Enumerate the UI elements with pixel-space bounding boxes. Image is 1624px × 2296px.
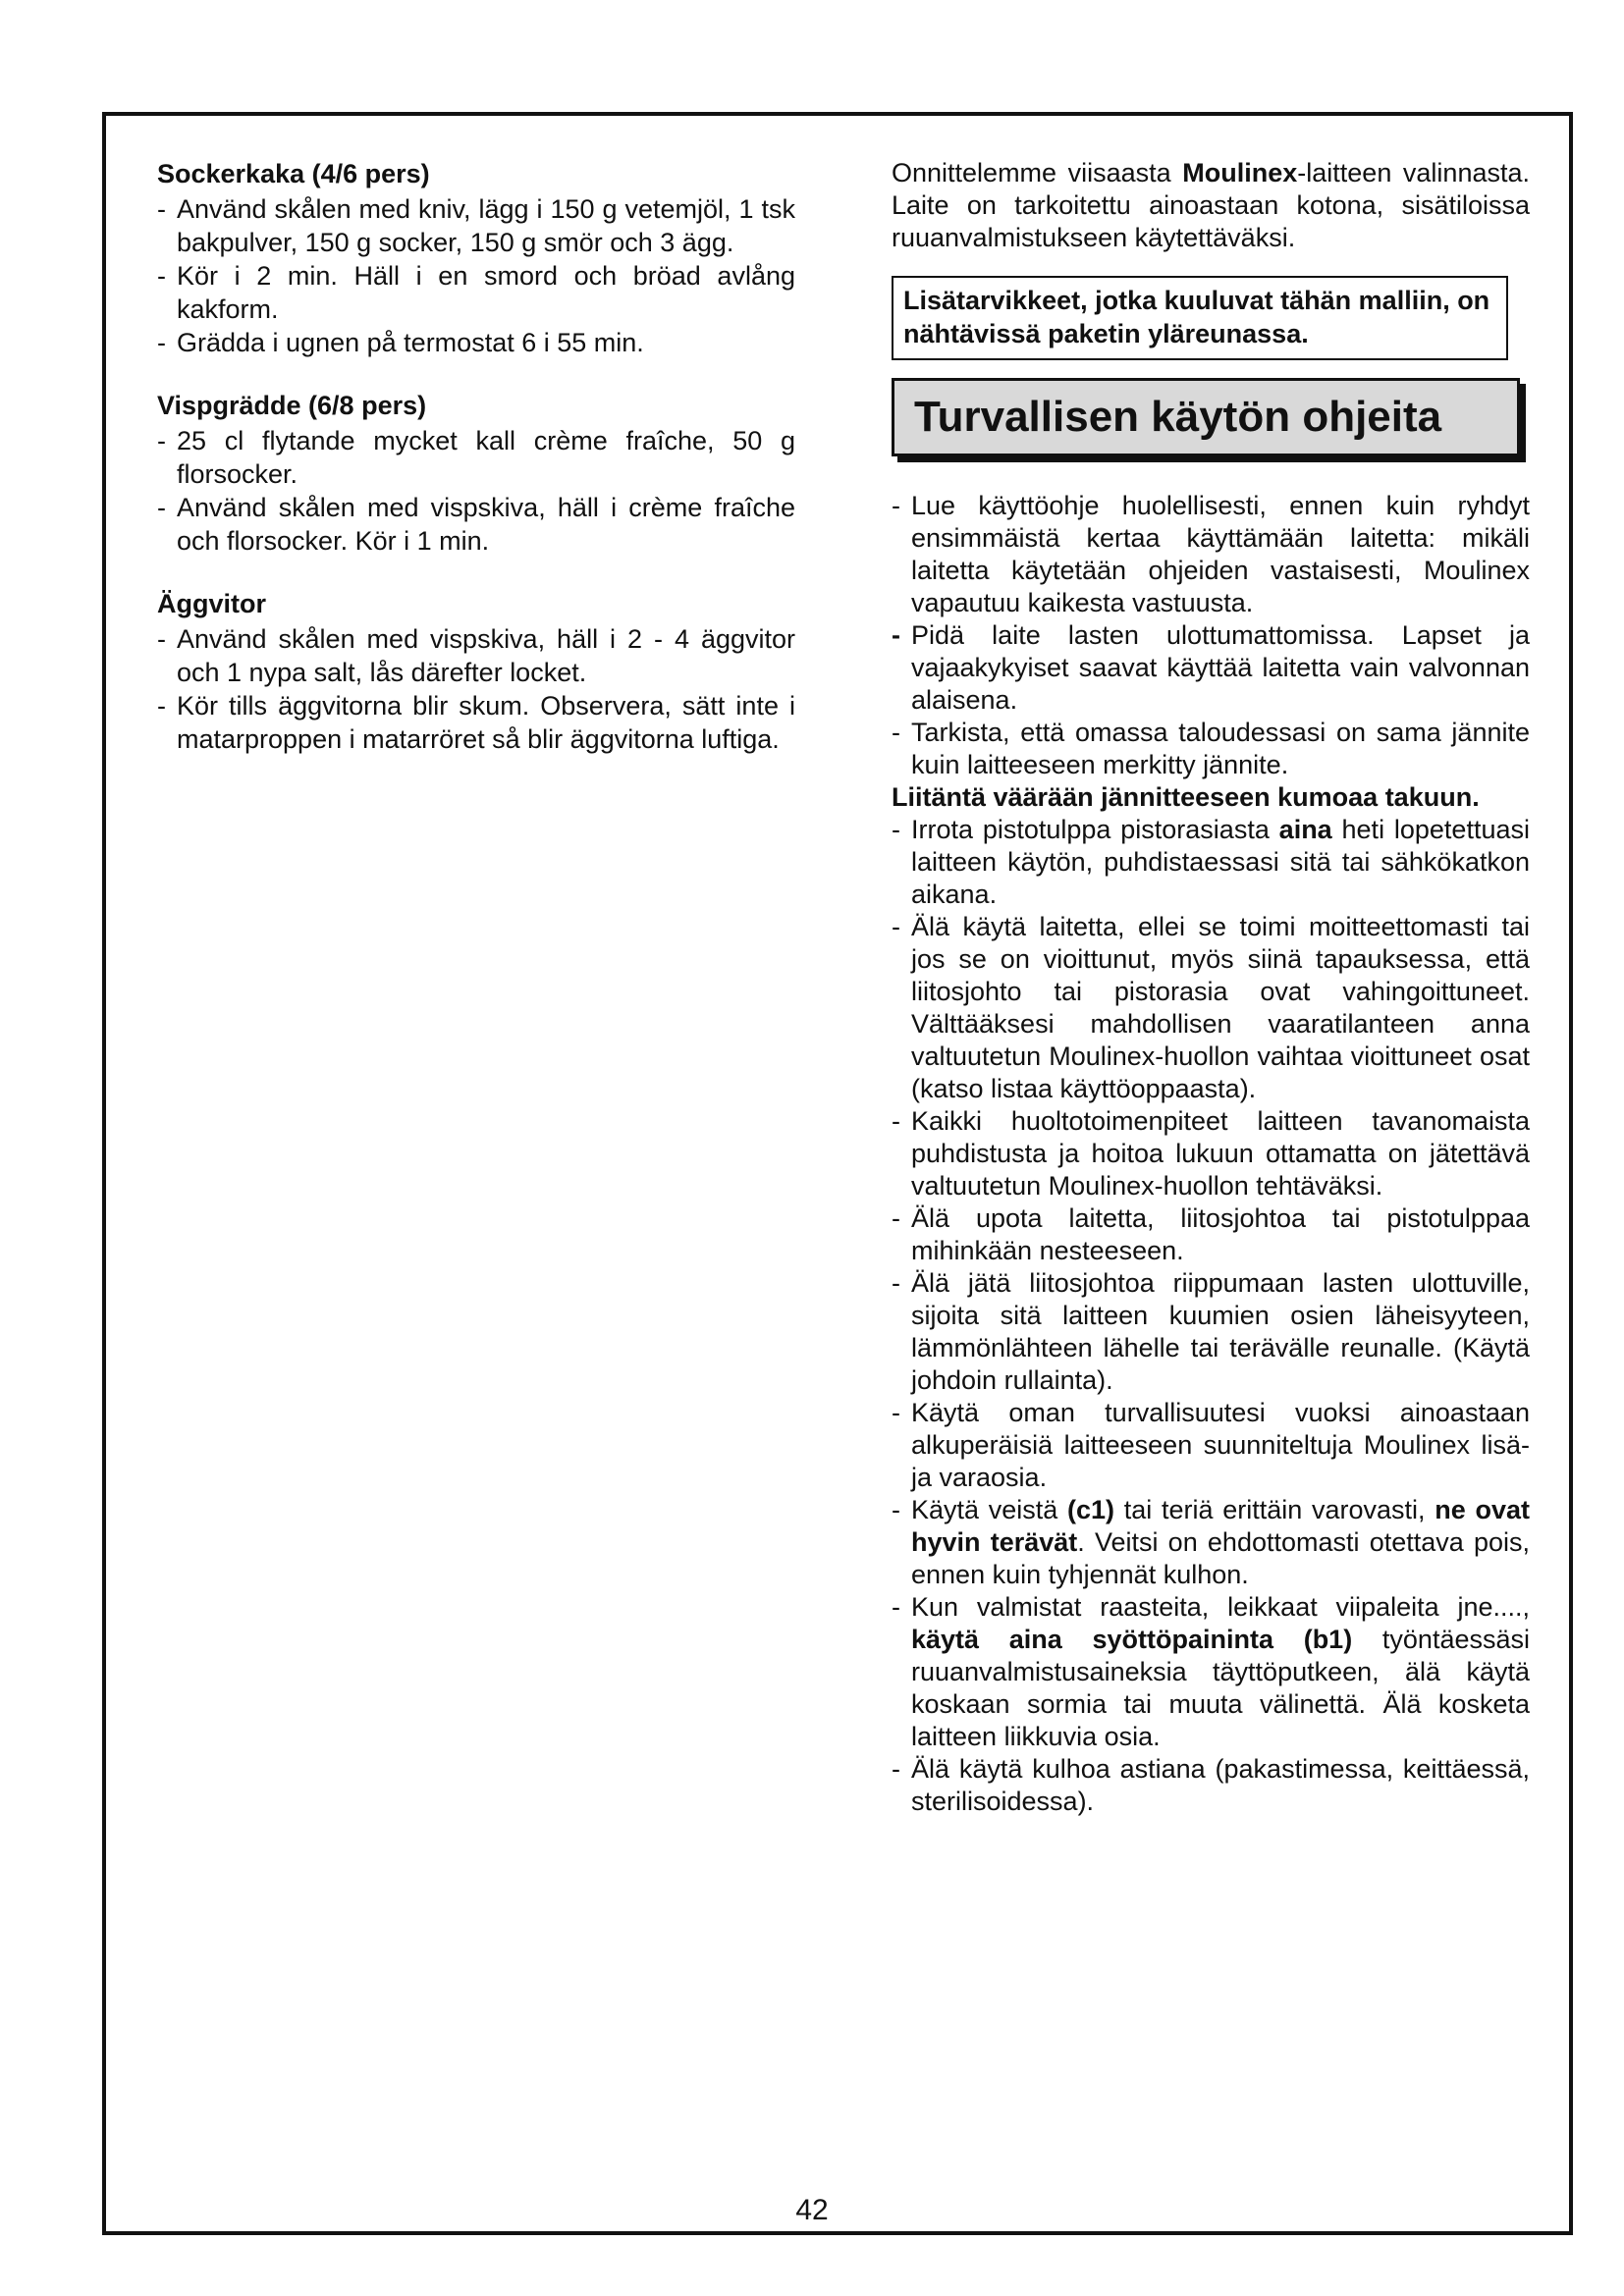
safety-item [892, 1494, 1530, 1591]
recipe-step: - Kör tills äggvitorna blir skum. Observera, sätt inte i matarproppen i matarröret så blir äggvitorna luftiga. [157, 689, 795, 756]
safety-item: - Käytä oman turvallisuutesi vuoksi ainoastaan alkuperäisiä laitteeseen suunniteltuja Moulinex lisä- ja varaosia. [892, 1397, 1530, 1494]
recipe-column [157, 157, 795, 785]
safety-text: tai teriä erittäin varovasti, [1114, 1495, 1435, 1524]
recipe-step: - Använd skålen med vispskiva, häll i 2 - 4 äggvitor och 1 nypa salt, lås därefter locket. [157, 622, 795, 689]
safety-item [892, 814, 1530, 911]
safety-column [892, 157, 1530, 1818]
safety-text: Irrota pistotulppa pistorasiasta [911, 815, 1279, 844]
safety-text: työntäessäsi ruuanvalmistusaineksia täyttöputkeen, älä käytä koskaan sormia tai muuta välinettä. Älä kosketa laitteen liikkuvia osia. [911, 1625, 1530, 1751]
safety-item: - Lue käyttöohje huolellisesti, ennen kuin ryhdyt ensimmäistä kertaa käyttämään laitetta: mikäli laitetta käytetään ohjeiden vastaisesti, Moulinex vapautuu kaikesta vastuusta. [892, 490, 1530, 619]
recipe-aggvitor [157, 587, 795, 756]
recipe-title: Vispgrädde (6/8 pers) [157, 391, 427, 420]
recipe-step: - Använd skålen med kniv, lägg i 150 g vetemjöl, 1 tsk bakpulver, 150 g socker, 150 g smör och 3 ägg. [157, 192, 795, 259]
page-number: 42 [795, 2194, 829, 2226]
emphasis-text: aina [1278, 815, 1332, 844]
safety-item: - Kaikki huoltotoimenpiteet laitteen tavanomaista puhdistusta ja hoitoa lukuun ottamatta on jätettävä valtuutetun Moulinex-huollon tehtäväksi. [892, 1105, 1530, 1202]
safety-text: heti lopetettuasi laitteen käytön, puhdistaessasi sitä tai sähkökatkon aikana. [911, 815, 1530, 909]
safety-item: - Älä käytä kulhoa astiana (pakastimessa, keittäessä, sterilisoidessa). [892, 1753, 1530, 1818]
recipe-title: Äggvitor [157, 589, 266, 618]
safety-text: . Veitsi on ehdottomasti otettava pois, ennen kuin tyhjennät kulhon. [911, 1527, 1530, 1589]
accessory-note-box: Lisätarvikkeet, jotka kuuluvat tähän malliin, on nähtävissä paketin yläreunassa. [892, 276, 1508, 360]
section-title: Turvallisen käytön ohjeita [892, 378, 1520, 456]
safety-item: - Älä upota laitetta, liitosjohtoa tai pistotulppaa mihinkään nesteeseen. [892, 1202, 1530, 1267]
recipe-step: - 25 cl flytande mycket kall crème fraîche, 50 g florsocker. [157, 424, 795, 491]
recipe-vispgradde [157, 389, 795, 558]
safety-item: - Tarkista, että omassa taloudessasi on sama jännite kuin laitteeseen merkitty jännite. [892, 717, 1530, 781]
intro-paragraph [892, 157, 1530, 254]
voltage-warning: Liitäntä väärään jännitteeseen kumoaa takuun. [892, 782, 1480, 812]
recipe-title: Sockerkaka (4/6 pers) [157, 159, 430, 188]
safety-item: - Älä jätä liitosjohtoa riippumaan lasten ulottuville, sijoita sitä laitteen kuumien osien läheisyyteen, lämmönlähteen lähelle tai terävälle reunalle. (Käytä johdoin rullainta). [892, 1267, 1530, 1397]
recipe-step: - Grädda i ugnen på termostat 6 i 55 min. [157, 326, 795, 359]
safety-item: - Älä käytä laitetta, ellei se toimi moitteettomasti tai jos se on vioittunut, myös siinä tapauksessa, että liitosjohto tai pistorasia ovat vahingoittuneet. Välttääksesi mahdollisen vaaratilanteen anna valtuutetun Moulinex-huollon vaihtaa vioittuneet osat (katso listaa käyttöoppaasta). [892, 911, 1530, 1105]
brand-name: Moulinex [1182, 158, 1298, 187]
intro-after: -laitteen valinnasta. Laite on tarkoitettu ainoastaan kotona, sisätiloissa ruuanvalmistukseen käytettäväksi. [892, 158, 1530, 252]
intro-before: Onnittelemme viisaasta [892, 158, 1183, 187]
recipe-step: - Kör i 2 min. Häll i en smord och bröad avlång kakform. [157, 259, 795, 326]
safety-text: Käytä veistä [911, 1495, 1068, 1524]
safety-item: - Pidä laite lasten ulottumattomissa. Lapset ja vajaakykyiset saavat käyttää laitetta vain valvonnan alaisena. [892, 619, 1530, 717]
emphasis-text: käytä aina syöttöpaininta (b1) [911, 1625, 1353, 1654]
emphasis-text: ne ovat hyvin terävät [911, 1495, 1530, 1557]
safety-text: Kun valmistat raasteita, leikkaat viipaleita jne...., [911, 1592, 1530, 1622]
recipe-sockerkaka [157, 157, 795, 359]
safety-item [892, 1591, 1530, 1753]
part-code: (c1) [1067, 1495, 1115, 1524]
recipe-step: - Använd skålen med vispskiva, häll i crème fraîche och florsocker. Kör i 1 min. [157, 491, 795, 558]
